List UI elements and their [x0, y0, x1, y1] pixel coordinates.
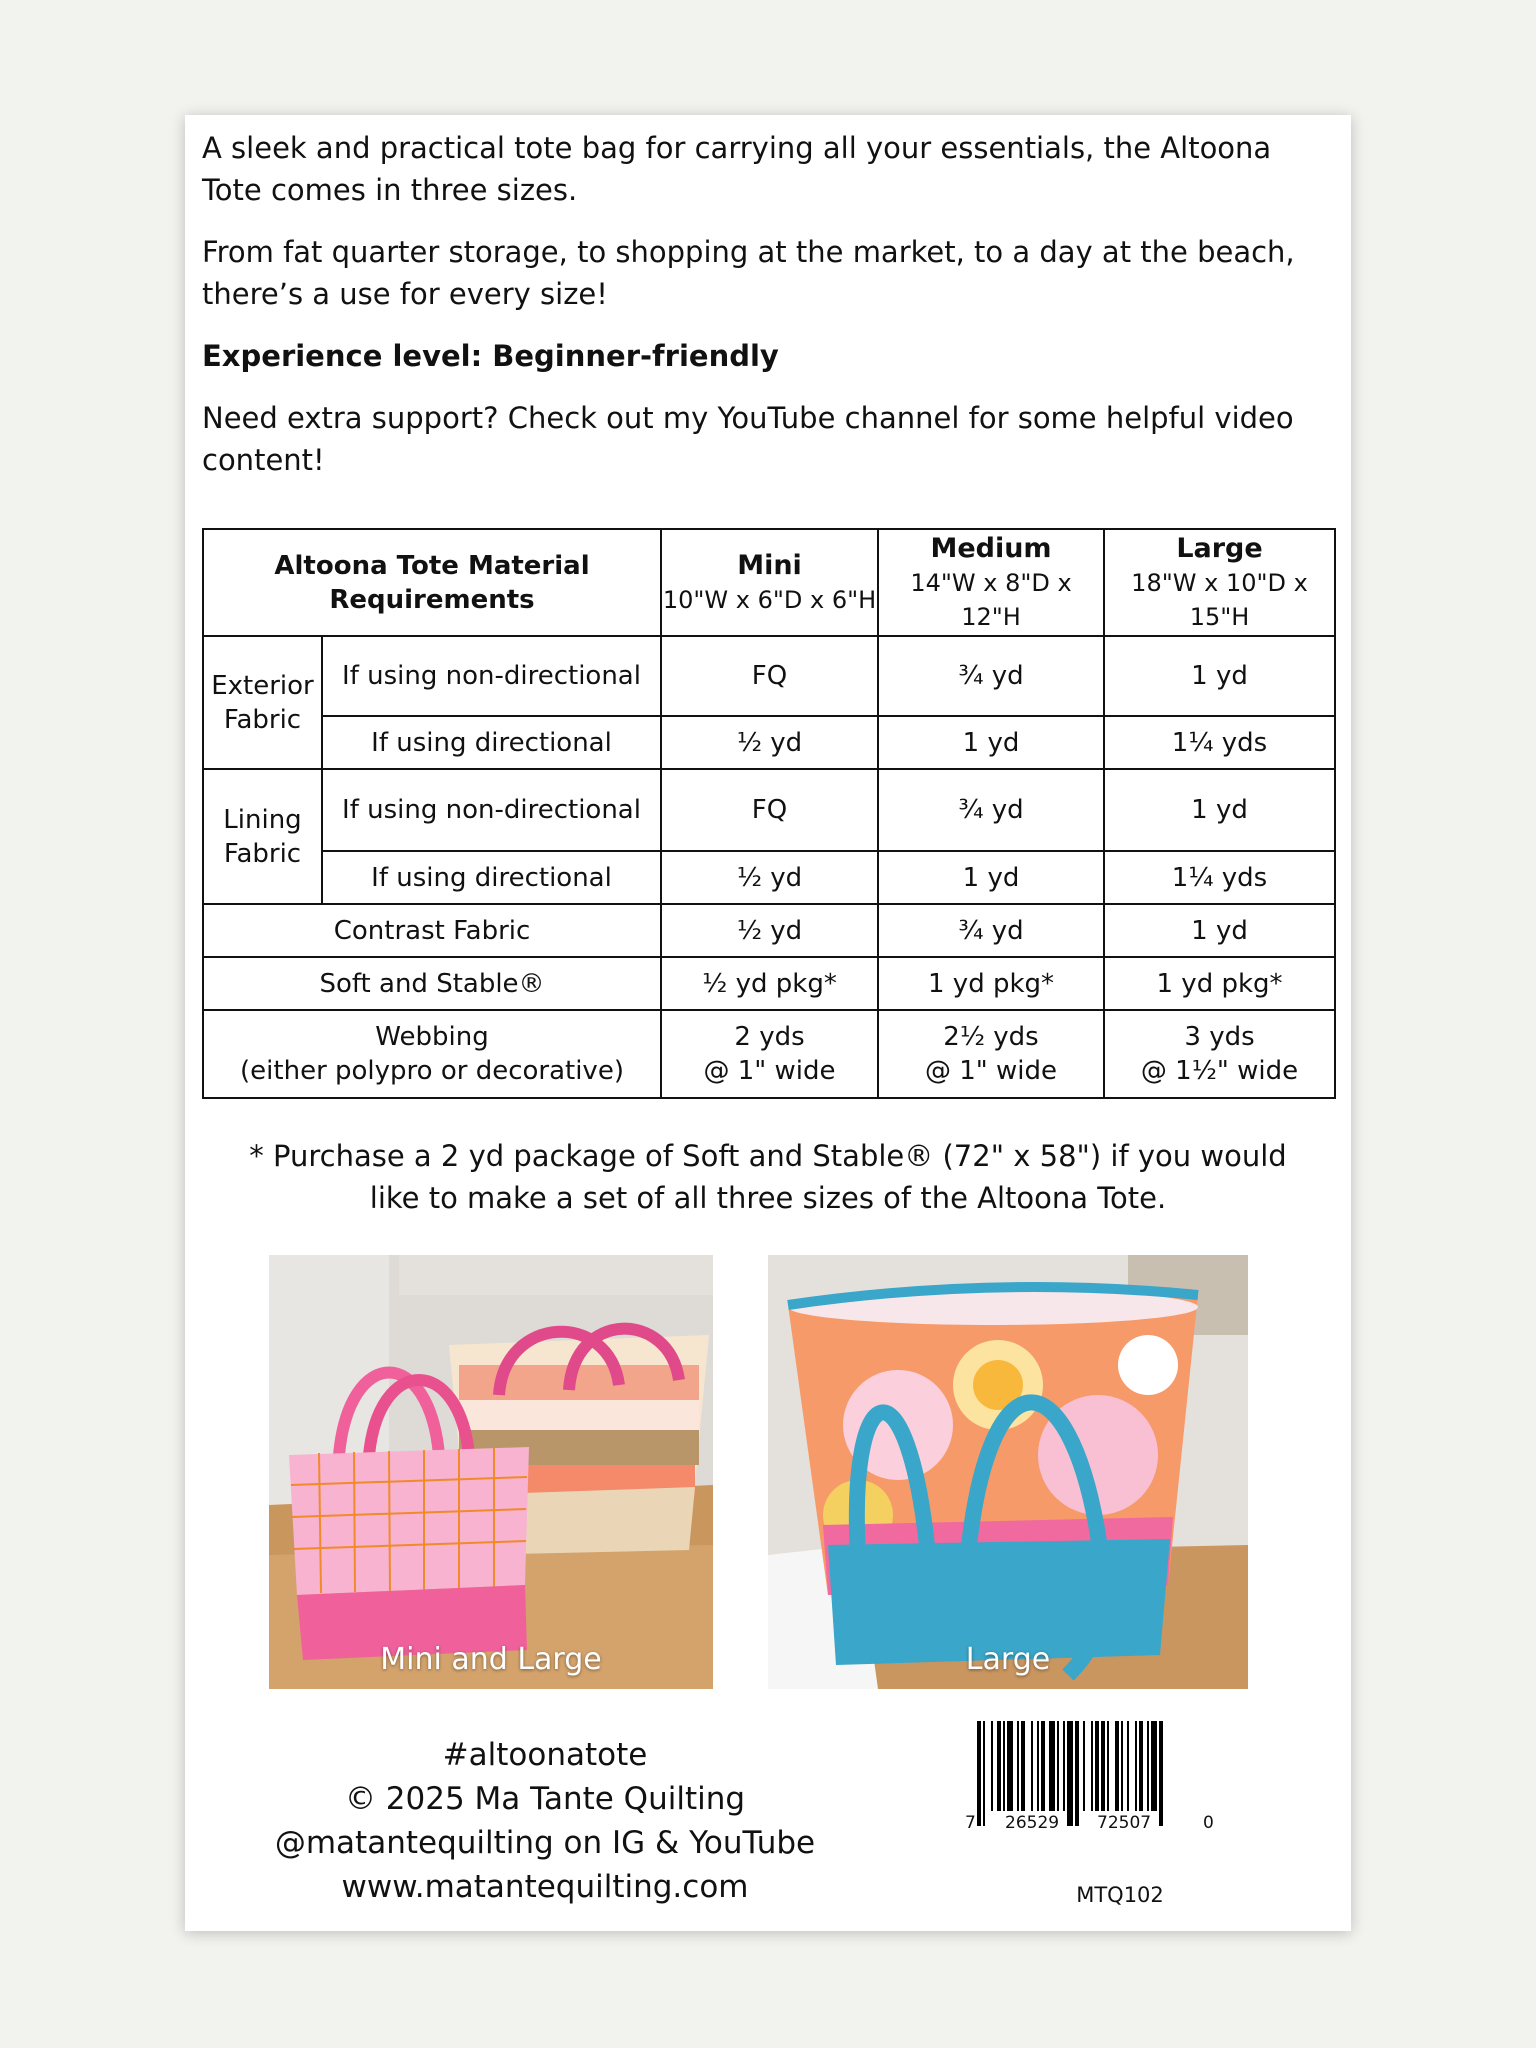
size-name: Mini	[737, 549, 802, 581]
table-cell: ¾ yd	[878, 904, 1104, 957]
table-cell: ¾ yd	[878, 769, 1104, 851]
experience-level: Experience level: Beginner-friendly	[202, 339, 779, 373]
barcode-bar	[1049, 1721, 1055, 1811]
webbing-amount: 2 yds	[734, 1022, 805, 1052]
barcode-bar	[977, 1721, 981, 1826]
barcode-bars	[965, 1721, 1215, 1826]
barcode-bar	[1159, 1721, 1163, 1826]
usage-paragraph: From fat quarter storage, to shopping at the market, to a day at the beach, there’s a use for every size!	[202, 235, 1295, 311]
photo-caption: Large	[965, 1642, 1051, 1677]
barcode-group1: 26529	[1005, 1813, 1060, 1833]
social-handle: @matantequilting on IG & YouTube	[274, 1825, 816, 1861]
copyright: © 2025 Ma Tante Quilting	[344, 1781, 746, 1817]
table-cell: 1¼ yds	[1104, 716, 1335, 769]
table-cell: ½ yd	[661, 851, 878, 904]
barcode-group2: 72507	[1097, 1813, 1152, 1833]
barcode-bar	[1021, 1721, 1025, 1811]
size-dimensions: 10"W x 6"D x 6"H	[662, 585, 877, 614]
barcode-lead-digit: 7	[965, 1813, 976, 1833]
footnote-line2: like to make a set of all three sizes of the Altoona Tote.	[369, 1181, 1167, 1215]
footnote	[202, 1135, 1334, 1219]
table-cell	[1104, 1010, 1335, 1098]
table-cell: ½ yd	[661, 904, 878, 957]
barcode-bar	[1057, 1721, 1059, 1811]
barcode-bar	[1091, 1721, 1093, 1811]
row-group-label-line2: Fabric	[223, 704, 302, 735]
webbing-width: @ 1" wide	[925, 1056, 1058, 1086]
photo-mini-and-large	[269, 1255, 713, 1689]
barcode-bar	[1017, 1721, 1019, 1811]
webbing-amount: 2½ yds	[943, 1022, 1039, 1052]
footnote-line1: * Purchase a 2 yd package of Soft and Stable® (72" x 58") if you would	[249, 1139, 1287, 1173]
barcode-bar	[1121, 1721, 1123, 1811]
barcode-bar	[1075, 1721, 1079, 1826]
row-group-label-line1: Exterior	[211, 670, 314, 701]
support-paragraph: Need extra support? Check out my YouTube channel for some helpful video content!	[202, 401, 1294, 477]
contact-block	[245, 1733, 845, 1909]
webbing-width: @ 1" wide	[703, 1056, 836, 1086]
size-header-mini	[661, 529, 878, 636]
photo-caption: Mini and Large	[380, 1642, 602, 1677]
barcode-bar	[1135, 1721, 1137, 1811]
exterior-fabric-label	[203, 636, 322, 769]
size-dimensions: 14"W x 8"D x 12"H	[910, 568, 1072, 631]
barcode-bar	[1115, 1721, 1119, 1811]
intro-paragraph: A sleek and practical tote bag for carrying all your essentials, the Altoona Tote comes in three sizes.	[202, 131, 1272, 207]
size-dimensions: 18"W x 10"D x 15"H	[1131, 568, 1308, 631]
table-cell: 1 yd	[878, 851, 1104, 904]
barcode-bar	[1151, 1721, 1157, 1811]
table-cell: 1 yd pkg*	[878, 957, 1104, 1010]
webbing-amount: 3 yds	[1184, 1022, 1255, 1052]
table-cell: ½ yd pkg*	[661, 957, 878, 1010]
table-cell: FQ	[661, 769, 878, 851]
table-cell: FQ	[661, 636, 878, 716]
barcode-bar	[1083, 1721, 1085, 1811]
tote-bags-illustration	[269, 1255, 713, 1689]
barcode-bar	[1107, 1721, 1109, 1811]
row-label: If using non-directional	[322, 769, 661, 851]
table-cell: 1 yd	[1104, 904, 1335, 957]
lining-fabric-label	[203, 769, 322, 904]
row-label-line2: (either polypro or decorative)	[240, 1056, 624, 1086]
large-tote-illustration	[768, 1255, 1248, 1689]
barcode-bar	[1063, 1721, 1065, 1811]
table-cell: ½ yd	[661, 716, 878, 769]
size-name: Large	[1176, 532, 1263, 564]
barcode-check-digit: 0	[1203, 1813, 1214, 1833]
barcode-bar	[1003, 1721, 1005, 1811]
row-label-line1: Webbing	[375, 1022, 489, 1052]
table-title-line1: Altoona Tote Material	[274, 550, 590, 581]
barcode-bar	[1147, 1721, 1149, 1811]
website-link[interactable]: www.matantequilting.com	[341, 1869, 749, 1905]
barcode-bar	[1067, 1721, 1073, 1826]
table-row	[203, 636, 1335, 716]
row-label: If using non-directional	[322, 636, 661, 716]
size-name: Medium	[930, 532, 1052, 564]
barcode-bar	[1139, 1721, 1143, 1811]
sku-code: MTQ102	[1076, 1883, 1164, 1907]
photo-large	[768, 1255, 1248, 1689]
material-requirements-table	[202, 528, 1336, 1099]
row-label: Soft and Stable®	[203, 957, 661, 1010]
barcode-bar	[1007, 1721, 1013, 1811]
barcode-bar	[1095, 1721, 1099, 1811]
table-cell: 1 yd	[1104, 636, 1335, 716]
barcode-bar	[1101, 1721, 1105, 1811]
table-cell	[661, 1010, 878, 1098]
barcode-bar	[1127, 1721, 1129, 1811]
table-row	[203, 769, 1335, 851]
table-row	[203, 904, 1335, 957]
row-label: Contrast Fabric	[203, 904, 661, 957]
table-row	[203, 716, 1335, 769]
table-title-line2: Requirements	[329, 584, 535, 615]
table-cell: 1 yd pkg*	[1104, 957, 1335, 1010]
size-header-medium	[878, 529, 1104, 636]
table-cell: 1¼ yds	[1104, 851, 1335, 904]
size-header-large	[1104, 529, 1335, 636]
row-label: If using directional	[322, 851, 661, 904]
barcode-bar	[991, 1721, 993, 1811]
table-row	[203, 851, 1335, 904]
table-cell	[878, 1010, 1104, 1098]
intro-section	[202, 127, 1332, 501]
table-cell: 1 yd	[1104, 769, 1335, 851]
row-group-label-line1: Lining	[223, 804, 302, 835]
table-cell: ¾ yd	[878, 636, 1104, 716]
barcode-bar	[983, 1721, 985, 1826]
table-header-row	[203, 529, 1335, 636]
row-group-label-line2: Fabric	[223, 838, 302, 869]
table-row	[203, 1010, 1335, 1098]
table-row	[203, 957, 1335, 1010]
webbing-width: @ 1½" wide	[1140, 1056, 1299, 1086]
hashtag: #altoonatote	[442, 1737, 648, 1773]
pattern-back-cover	[185, 115, 1351, 1931]
barcode-bar	[1037, 1721, 1039, 1811]
table-title	[203, 529, 661, 636]
barcode-bar	[1041, 1721, 1045, 1811]
webbing-label	[203, 1010, 661, 1098]
table-cell: 1 yd	[878, 716, 1104, 769]
barcode-bar	[997, 1721, 1001, 1811]
row-label: If using directional	[322, 716, 661, 769]
barcode-bar	[1031, 1721, 1033, 1811]
